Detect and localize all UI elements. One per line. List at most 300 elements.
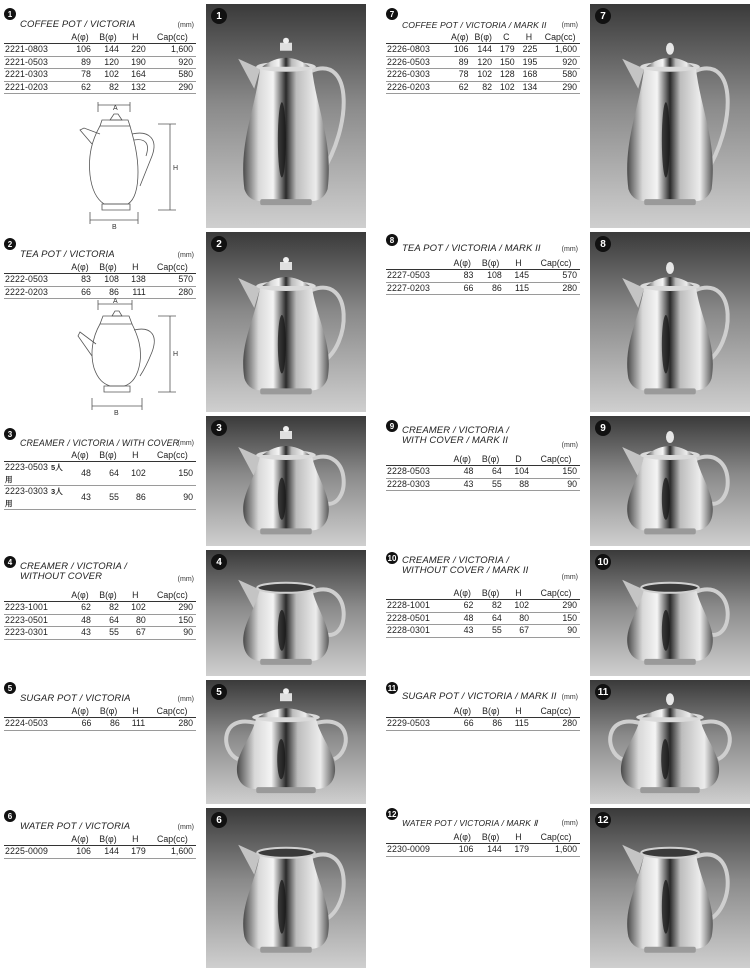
code-column-header [386,832,448,844]
spec-value: 48 [448,466,476,479]
table-row [4,718,196,731]
unit-label: (mm) [177,22,194,29]
item-code [4,81,66,94]
spec-value: 195 [518,56,541,69]
spec-value: 66 [66,718,94,731]
item-code [4,286,66,299]
spec-value: 90 [149,486,196,510]
spec-value: 920 [540,56,580,69]
column-header: H [505,706,532,718]
table-row [4,486,196,510]
table-row [4,44,196,57]
spec-value: 115 [505,282,532,295]
product-title: TEA POT / VICTORIA [20,249,115,260]
column-header: Cap(cc) [148,706,196,718]
spec-value: 102 [495,81,518,94]
spec-value: 43 [448,625,476,638]
item-code [4,627,66,640]
serving-size-tag: 3人用 [5,487,63,508]
pot-outline-drawing [70,296,190,416]
product-photo-5 [206,680,366,804]
column-header: H [505,588,532,600]
spec-value: 78 [66,69,94,82]
spec-table [4,590,196,640]
product-12-spec [386,808,580,857]
spec-value: 48 [66,614,94,627]
spec-value: 144 [476,844,504,857]
spec-table [386,832,580,857]
unit-label: (mm) [177,252,194,259]
item-code-text: 2228-0501 [387,612,430,623]
spec-value: 150 [149,462,196,486]
product-number-badge: 6 [4,810,16,822]
spec-value: 86 [94,286,122,299]
spec-value: 80 [505,612,532,625]
item-code-text: 2223-0501 [5,614,48,625]
item-code [386,844,448,857]
item-code [386,56,448,69]
column-header: Cap(cc) [540,32,580,44]
product-number-badge: 7 [386,8,398,20]
product-number-badge: 2 [4,238,16,250]
product-3-spec [4,428,196,510]
spec-header-row [4,590,196,602]
code-column-header [4,706,66,718]
product-number-badge: 12 [387,809,397,819]
column-header: B(φ) [476,588,504,600]
spec-value: 82 [94,602,122,615]
spec-value: 55 [94,627,122,640]
spec-value: 90 [149,627,196,640]
photo-number-badge: 2 [211,236,227,252]
table-row [4,56,196,69]
item-code [386,282,448,295]
product-9-spec [386,420,580,491]
code-column-header [4,450,66,462]
item-code [4,462,66,486]
product-title: SUGAR POT / VICTORIA [20,693,131,704]
creamer-with-cover-mark2-photo [590,416,750,546]
product-number-badge: 3 [4,428,16,440]
item-code-text: 2223-0301 [5,627,48,637]
coffee-pot-dimension-diagram [70,100,190,230]
spec-header-row [386,258,580,270]
dimension-label-a: A [113,298,118,305]
item-code [4,602,66,615]
spec-value: 179 [505,844,532,857]
item-code [4,274,66,287]
product-title: WATER POT / VICTORIA / MARK Ⅱ [402,818,538,828]
spec-header-row [386,706,580,718]
coffee-pot-photo [206,4,366,228]
unit-label: (mm) [561,820,578,827]
spec-value: 106 [66,846,94,859]
spec-table [4,450,196,510]
creamer-without-cover-photo [206,550,366,676]
column-header: Cap(cc) [532,258,580,270]
spec-table [386,706,580,731]
table-row [4,846,196,859]
unit-label: (mm) [177,696,194,703]
tea-pot-dimension-diagram [70,296,190,416]
spec-value: 280 [149,286,196,299]
table-row [4,462,196,486]
spec-value: 111 [123,718,148,731]
item-code-text: 2221-0503 [5,56,48,67]
item-code [386,466,448,479]
item-code-text: 2228-0303 [387,478,430,489]
spec-value: 280 [532,718,580,731]
product-number-badge: 10 [387,553,397,563]
photo-number-badge: 9 [595,420,611,436]
spec-value: 106 [448,44,472,57]
spec-value: 55 [476,478,504,491]
photo-number-badge: 6 [211,812,227,828]
photo-number-badge: 3 [211,420,227,436]
table-row [386,844,580,857]
product-number-badge: 4 [4,556,16,568]
column-header: B(φ) [94,706,122,718]
spec-value: 120 [472,56,496,69]
spec-value: 66 [66,286,94,299]
tea-pot-photo [206,232,366,412]
spec-value: 66 [448,282,476,295]
spec-value: 1,600 [532,844,580,857]
spec-value: 62 [448,81,472,94]
item-code-text: 2223-0303 [5,486,48,496]
item-code [4,44,66,57]
column-header: Cap(cc) [149,262,196,274]
spec-value: 62 [66,81,94,94]
column-header: A(φ) [448,454,476,466]
sugar-pot-photo [206,680,366,804]
spec-value: 134 [518,81,541,94]
spec-table [4,706,196,731]
column-header: A(φ) [448,832,476,844]
item-code-text: 2230-0009 [387,844,430,854]
spec-table [386,258,580,295]
spec-value: 138 [122,274,149,287]
spec-value: 86 [477,718,506,731]
spec-value: 190 [122,56,149,69]
product-photo-7 [590,4,750,228]
spec-header-row [386,588,580,600]
spec-value: 64 [476,466,504,479]
item-code-text: 2226-0503 [387,56,430,67]
item-code-text: 2226-0803 [387,44,430,54]
item-code [386,69,448,82]
spec-header-row [386,832,580,844]
photo-number-badge: 12 [595,812,611,828]
spec-value: 67 [122,627,149,640]
spec-header-row [4,706,196,718]
product-4-spec [4,556,196,640]
product-number-badge: 1 [4,8,16,20]
item-code-text: 2222-0503 [5,274,48,284]
table-row [4,602,196,615]
spec-value: 102 [122,462,149,486]
column-header: D [505,454,532,466]
item-code [4,718,66,731]
serving-size-tag: 5人用 [5,463,63,484]
dimension-label-a: A [113,105,118,112]
item-code [4,846,66,859]
column-header: Cap(cc) [532,706,580,718]
product-photo-6 [206,808,366,968]
unit-label: (mm) [177,440,194,447]
spec-value: 82 [476,600,504,613]
spec-value: 290 [540,81,580,94]
product-title: SUGAR POT / VICTORIA / MARK II [402,691,557,702]
spec-value: 144 [94,44,122,57]
dimension-label-h: H [173,165,179,172]
item-code-text: 2226-0303 [387,69,430,79]
column-header: A(φ) [448,32,472,44]
creamer-without-cover-mark2-photo [590,550,750,676]
code-column-header [386,454,448,466]
item-code [386,600,448,613]
spec-value: 1,600 [149,44,196,57]
code-column-header [4,590,66,602]
product-photo-11 [590,680,750,804]
code-column-header [4,32,66,44]
item-code-text: 2228-0301 [387,625,430,635]
photo-number-badge: 1 [211,8,227,24]
item-code-text: 2221-0303 [5,69,48,79]
spec-value: 80 [122,614,149,627]
spec-value: 150 [532,466,580,479]
item-code [386,612,448,625]
unit-label: (mm) [177,576,194,583]
photo-number-badge: 8 [595,236,611,252]
unit-label: (mm) [561,246,578,253]
spec-value: 1,600 [540,44,580,57]
spec-value: 179 [122,846,149,859]
column-header: B(φ) [477,706,506,718]
column-header: B(φ) [94,834,122,846]
water-pot-mark2-photo [590,808,750,968]
item-code-text: 2221-0803 [5,44,48,54]
product-title: COFFEE POT / VICTORIA / MARK II [402,20,547,30]
item-code [386,270,448,283]
column-header: B(φ) [94,590,122,602]
column-header: H [122,32,149,44]
product-number-badge: 8 [386,234,398,246]
item-code [386,81,448,94]
product-photo-2 [206,232,366,412]
spec-value: 580 [540,69,580,82]
spec-header-row [4,834,196,846]
table-row [386,625,580,638]
spec-value: 580 [149,69,196,82]
spec-value: 83 [448,270,476,283]
product-number-badge: 11 [387,683,397,693]
product-7-spec [386,8,580,94]
table-row [386,612,580,625]
column-header: B(φ) [476,832,504,844]
spec-value: 82 [94,81,122,94]
column-header: H [122,450,149,462]
column-header: Cap(cc) [532,832,580,844]
spec-table [4,32,196,94]
spec-value: 128 [495,69,518,82]
item-code-text: 2223-1001 [5,602,48,612]
table-row [386,478,580,491]
spec-value: 64 [94,614,122,627]
spec-value: 1,600 [149,846,196,859]
item-code-text: 2229-0503 [387,718,430,728]
item-code-text: 2228-0503 [387,466,430,476]
spec-value: 66 [448,718,477,731]
column-header: A(φ) [448,706,477,718]
creamer-with-cover-photo [206,416,366,546]
item-code [386,44,448,57]
item-code-text: 2223-0503 [5,462,48,472]
spec-table [386,32,580,94]
spec-value: 150 [532,612,580,625]
column-header: B(φ) [476,258,504,270]
item-code-text: 2228-1001 [387,600,430,610]
spec-value: 90 [532,625,580,638]
product-number-badge: 5 [4,682,16,694]
spec-value: 64 [94,462,122,486]
table-row [386,600,580,613]
column-header: B(φ) [94,262,122,274]
spec-value: 102 [122,602,149,615]
column-header: Cap(cc) [532,588,580,600]
code-column-header [386,258,448,270]
spec-header-row [4,262,196,274]
column-header: A(φ) [448,588,476,600]
product-1-spec [4,8,196,94]
table-row [386,81,580,94]
product-10-spec [386,552,580,638]
spec-value: 115 [505,718,532,731]
column-header: H [518,32,541,44]
unit-label: (mm) [177,824,194,831]
spec-value: 55 [94,486,122,510]
column-header: B(φ) [94,450,122,462]
spec-value: 280 [148,718,196,731]
product-8-spec [386,234,580,295]
product-6-spec [4,810,196,859]
table-row [4,627,196,640]
column-header: Cap(cc) [149,834,196,846]
spec-table [4,834,196,859]
table-row [4,69,196,82]
code-column-header [386,32,448,44]
spec-value: 145 [505,270,532,283]
product-number-badge: 9 [386,420,398,432]
column-header: H [122,262,149,274]
spec-value: 102 [472,69,496,82]
code-column-header [4,834,66,846]
spec-value: 132 [122,81,149,94]
product-photo-1 [206,4,366,228]
product-title: COFFEE POT / VICTORIA [20,19,136,30]
tea-pot-mark2-photo [590,232,750,412]
product-title: WATER POT / VICTORIA [20,821,131,832]
column-header: A(φ) [66,262,94,274]
column-header: Cap(cc) [149,590,196,602]
table-row [386,44,580,57]
item-code [4,56,66,69]
unit-label: (mm) [561,694,578,701]
spec-value: 43 [66,627,94,640]
column-header: H [123,706,148,718]
unit-label: (mm) [561,22,578,29]
item-code [386,478,448,491]
product-11-spec [386,682,580,731]
product-photo-3 [206,416,366,546]
spec-value: 102 [94,69,122,82]
spec-value: 90 [532,478,580,491]
column-header: A(φ) [448,258,476,270]
column-header: Cap(cc) [149,32,196,44]
item-code [4,486,66,510]
column-header: H [122,590,149,602]
item-code-text: 2226-0203 [387,81,430,92]
dimension-label-h: H [173,351,179,358]
spec-header-row [386,454,580,466]
product-photo-10 [590,550,750,676]
item-code-text: 2227-0203 [387,282,430,293]
spec-header-row [4,450,196,462]
spec-value: 179 [495,44,518,57]
column-header: A(φ) [66,590,94,602]
product-photo-4 [206,550,366,676]
column-header: B(φ) [476,454,504,466]
item-code [4,614,66,627]
spec-value: 280 [532,282,580,295]
column-header: Cap(cc) [532,454,580,466]
product-photo-9 [590,416,750,546]
spec-value: 120 [94,56,122,69]
spec-value: 106 [448,844,476,857]
spec-value: 55 [476,625,504,638]
spec-value: 290 [149,602,196,615]
product-photo-12 [590,808,750,968]
table-row [4,81,196,94]
column-header: Cap(cc) [149,450,196,462]
spec-value: 290 [532,600,580,613]
table-row [386,56,580,69]
product-title: CREAMER / VICTORIA / WITH COVER [20,438,180,448]
item-code [4,69,66,82]
spec-value: 570 [532,270,580,283]
product-5-spec [4,682,196,731]
spec-value: 144 [94,846,122,859]
spec-value: 150 [149,614,196,627]
spec-value: 111 [122,286,149,299]
product-title: TEA POT / VICTORIA / MARK II [402,243,541,254]
column-header: A(φ) [66,32,94,44]
dimension-label-b: B [112,224,117,230]
spec-value: 88 [505,478,532,491]
column-header: A(φ) [66,450,94,462]
spec-header-row [386,32,580,44]
column-header: B(φ) [472,32,496,44]
table-row [386,466,580,479]
spec-value: 106 [66,44,94,57]
spec-value: 108 [94,274,122,287]
dimension-label-b: B [114,410,119,416]
column-header: H [505,832,532,844]
spec-value: 86 [476,282,504,295]
spec-table [4,262,196,299]
spec-value: 150 [495,56,518,69]
column-header: H [122,834,149,846]
